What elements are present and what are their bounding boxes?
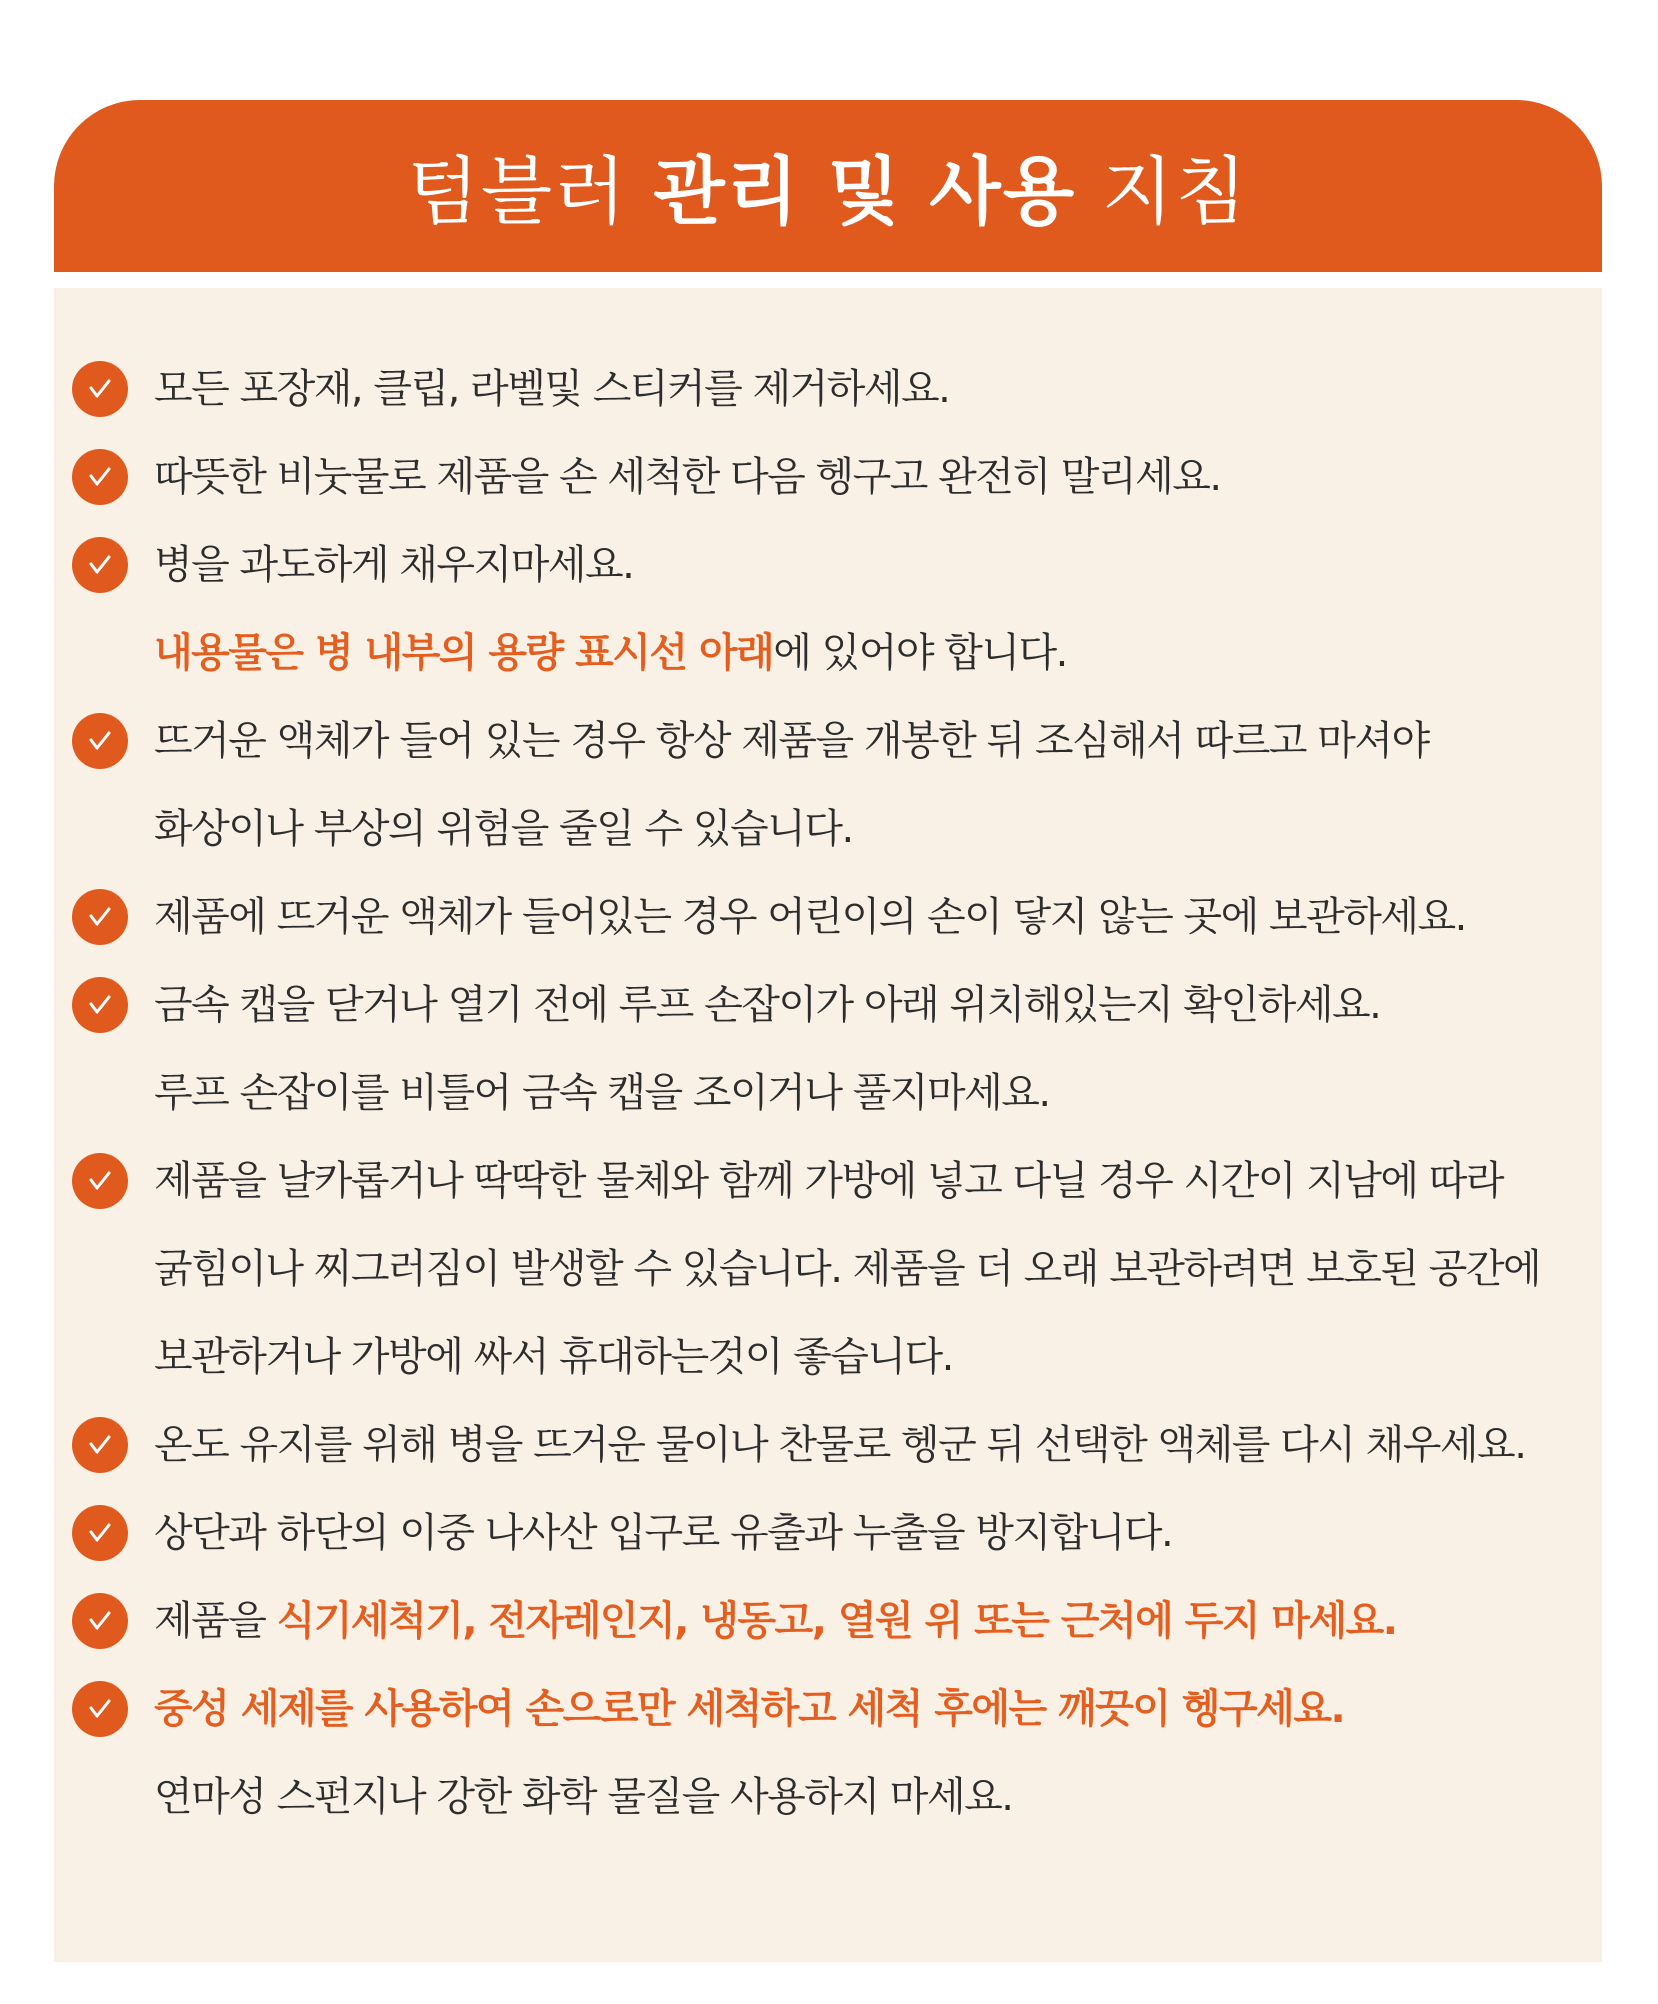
instruction-item-2 [154,449,1221,505]
highlight-text: 중성 세제를 사용하여 손으로만 세척하고 세척 후에는 깨끗이 헹구세요. [154,1686,1345,1732]
instruction-text: 보관하거나 가방에 싸서 휴대하는것이 좋습니다. [154,1334,953,1380]
title-word-guide: 지침 [1076,149,1249,235]
title-emphasis: 관리 및 사용 [653,149,1077,235]
check-circle-icon [72,361,128,417]
instruction-item-8 [154,1417,1525,1473]
instruction-item-6 [154,977,1380,1033]
instruction-text: 제품을 날카롭거나 딱딱한 물체와 함께 가방에 넣고 다닐 경우 시간이 지남에 따라 [154,1158,1503,1204]
title-banner [54,100,1602,272]
instruction-item-11-continuation [154,1769,1012,1825]
instruction-text: 에 있어야 합니다. [773,630,1067,676]
check-circle-icon [72,1593,128,1649]
instruction-text: 화상이나 부상의 위험을 줄일 수 있습니다. [154,806,853,852]
instruction-item-1 [154,361,949,417]
instruction-item-3 [154,537,633,593]
check-circle-icon [72,1681,128,1737]
check-circle-icon [72,713,128,769]
instruction-text: 제품을 [154,1598,277,1644]
instruction-text: 굵힘이나 찌그러짐이 발생할 수 있습니다. 제품을 더 오래 보관하려면 보호된 공간에 [154,1246,1541,1292]
instruction-item-7 [154,1153,1503,1209]
highlight-text: 식기세척기, 전자레인지, 냉동고, 열원 위 또는 근처에 두지 마세요. [276,1598,1397,1644]
instruction-text: 병을 과도하게 채우지마세요. [154,542,634,588]
instruction-item-11 [154,1681,1344,1737]
instruction-text: 뜨거운 액체가 들어 있는 경우 항상 제품을 개봉한 뒤 조심해서 따르고 마셔야 [154,718,1429,764]
instruction-item-10 [154,1593,1396,1649]
check-circle-icon [72,537,128,593]
instruction-item-4-continuation [154,801,853,857]
instructions-panel [54,288,1602,1962]
instruction-item-6-continuation [154,1065,1050,1121]
check-circle-icon [72,1153,128,1209]
instruction-text: 루프 손잡이를 비틀어 금속 캡을 조이거나 풀지마세요. [154,1070,1050,1116]
instruction-item-4 [154,713,1429,769]
instruction-text: 모든 포장재, 클립, 라벨및 스티커를 제거하세요. [154,366,950,412]
instruction-text: 온도 유지를 위해 병을 뜨거운 물이나 찬물로 헹군 뒤 선택한 액체를 다시 채우세요. [154,1422,1526,1468]
instruction-item-5 [154,889,1466,945]
check-circle-icon [72,1505,128,1561]
instruction-item-7-continuation [154,1241,1540,1297]
instruction-item-9 [154,1505,1172,1561]
page-title [407,133,1248,239]
instruction-text: 제품에 뜨거운 액체가 들어있는 경우 어린이의 손이 닿지 않는 곳에 보관하세요. [154,894,1466,940]
title-word-tumbler: 텀블러 [407,149,654,235]
instruction-text: 연마성 스펀지나 강한 화학 물질을 사용하지 마세요. [154,1774,1013,1820]
instruction-text: 상단과 하단의 이중 나사산 입구로 유출과 누출을 방지합니다. [154,1510,1173,1556]
check-circle-icon [72,889,128,945]
instruction-text: 따뜻한 비눗물로 제품을 손 세척한 다음 헹구고 완전히 말리세요. [154,454,1221,500]
instruction-item-7-continuation [154,1329,953,1385]
instruction-text: 금속 캡을 닫거나 열기 전에 루프 손잡이가 아래 위치해있는지 확인하세요. [154,982,1381,1028]
highlight-text: 내용물은 병 내부의 용량 표시선 아래 [154,630,774,676]
instruction-item-3-continuation [154,625,1067,681]
check-circle-icon [72,977,128,1033]
check-circle-icon [72,1417,128,1473]
check-circle-icon [72,449,128,505]
